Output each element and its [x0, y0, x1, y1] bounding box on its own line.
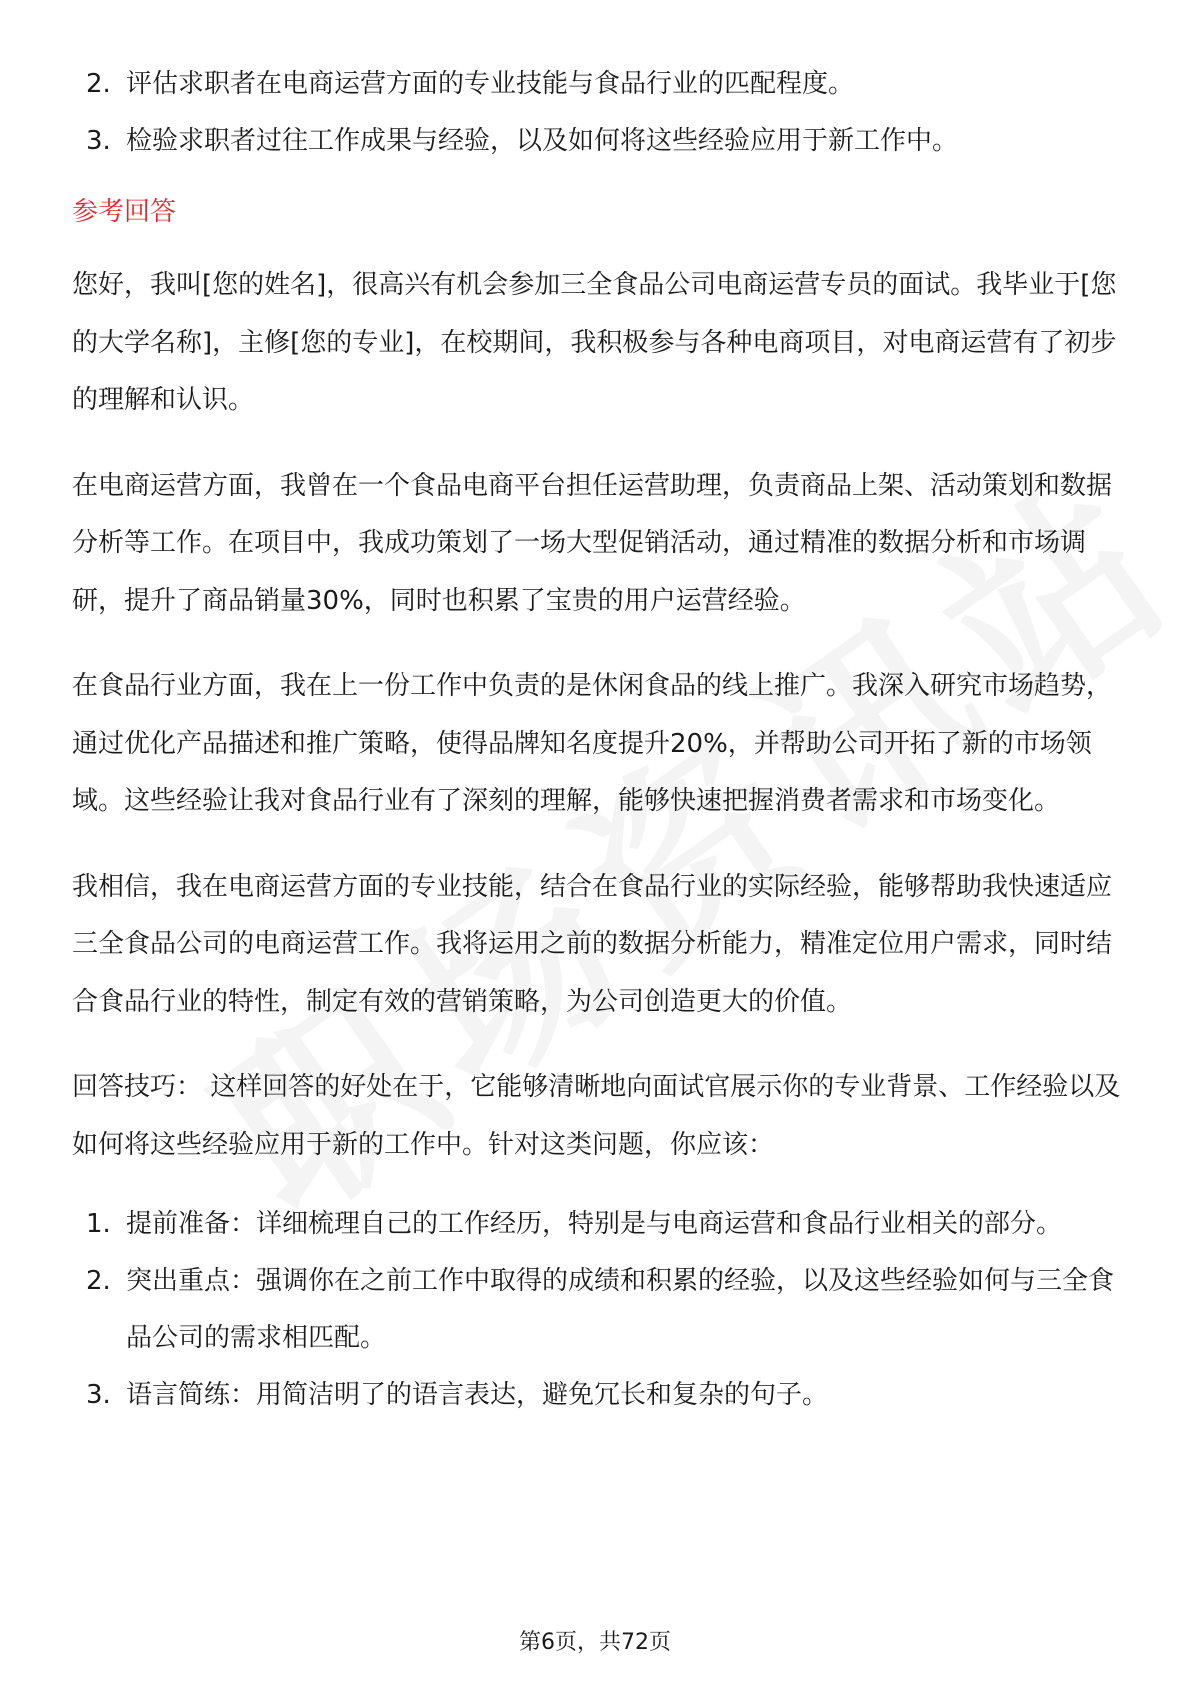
list-item-text: 提前准备：详细梳理自己的工作经历，特别是与电商运营和食品行业相关的部分。	[126, 1209, 1063, 1239]
list-item-number: 3.	[86, 1380, 111, 1410]
answer-paragraph-conclusion: 我相信，我在电商运营方面的专业技能，结合在食品行业的实际经验，能够帮助我快速适应三全食品公司的电商运营工作。我将运用之前的数据分析能力，精准定位用户需求，同时结合食品行业的特性，制定有效的营销策略，为公司创造更大的价值。	[72, 871, 1113, 1017]
evaluation-points-list	[72, 56, 1122, 170]
answer-tips-list	[72, 1196, 1122, 1424]
answer-paragraph-ecommerce: 在电商运营方面，我曾在一个食品电商平台担任运营助理，负责商品上架、活动策划和数据分析等工作。在项目中，我成功策划了一场大型促销活动，通过精准的数据分析和市场调研，提升了商品销量30%，同时也积累了宝贵的用户运营经验。	[72, 470, 1113, 616]
answer-paragraph-food-industry: 在食品行业方面，我在上一份工作中负责的是休闲食品的线上推广。我深入研究市场趋势，通过优化产品描述和推广策略，使得品牌知名度提升20%，并帮助公司开拓了新的市场领域。这些经验让我对食品行业有了深刻的理解，能够快速把握消费者需求和市场变化。	[72, 671, 1113, 816]
list-item	[72, 1367, 1122, 1424]
list-item	[72, 113, 1122, 170]
list-item-text: 检验求职者过往工作成果与经验，以及如何将这些经验应用于新工作中。	[126, 126, 959, 156]
page-number-footer: 第6页，共72页	[519, 1630, 671, 1655]
list-item-number: 2.	[86, 69, 111, 99]
list-item-number: 1.	[86, 1209, 111, 1239]
list-item-text: 突出重点：强调你在之前工作中取得的成绩和积累的经验，以及这些经验如何与三全食品公司的需求相匹配。	[126, 1266, 1115, 1353]
list-item	[72, 56, 1122, 113]
answer-paragraph-intro: 您好，我叫[您的姓名]，很高兴有机会参加三全食品公司电商运营专员的面试。我毕业于[您的大学名称]，主修[您的专业]，在校期间，我积极参与各种电商项目，对电商运营有了初步的理解和认识。	[72, 270, 1117, 415]
list-item	[72, 1253, 1122, 1367]
list-item-number: 3.	[86, 126, 111, 156]
list-item-text: 评估求职者在电商运营方面的专业技能与食品行业的匹配程度。	[126, 69, 855, 99]
list-item	[72, 1196, 1122, 1253]
list-item-number: 2.	[86, 1266, 111, 1296]
list-item-text: 语言简练：用简洁明了的语言表达，避免冗长和复杂的句子。	[126, 1380, 829, 1410]
page-content	[72, 56, 1122, 1424]
answer-tips-intro: 回答技巧： 这样回答的好处在于，它能够清晰地向面试官展示你的专业背景、工作经验以及如何将这些经验应用于新的工作中。针对这类问题，你应该：	[72, 1072, 1121, 1160]
section-title-reference-answer: 参考回答	[72, 197, 177, 227]
